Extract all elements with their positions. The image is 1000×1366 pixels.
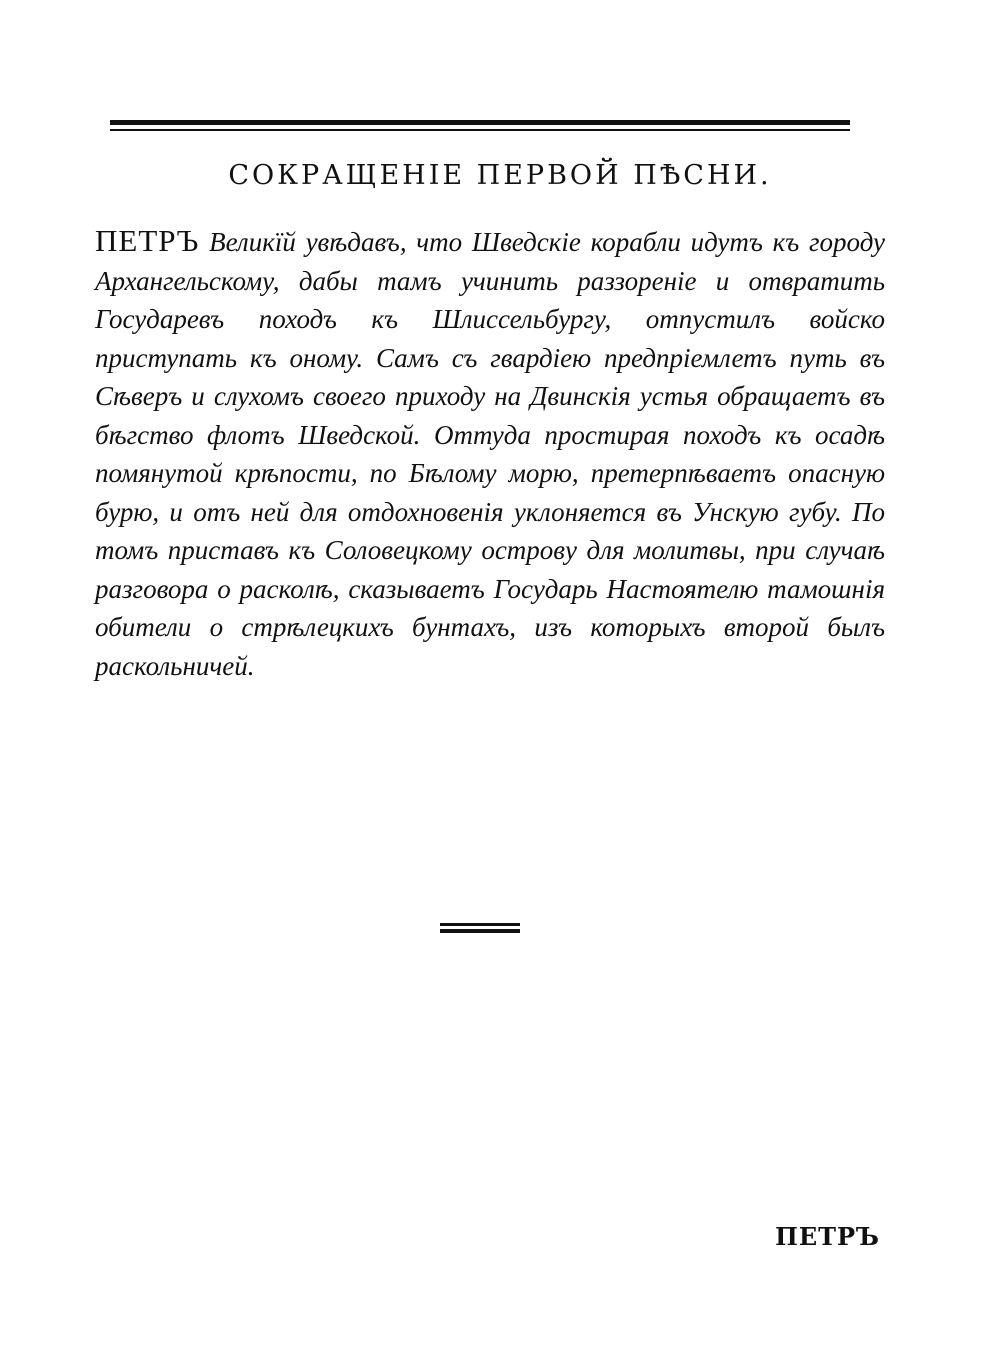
top-double-rule — [110, 120, 850, 134]
section-heading: СОКРАЩЕНІЕ ПЕРВОЙ ПѢСНИ. — [228, 160, 772, 191]
top-rule-thin-line — [110, 129, 850, 131]
catchword: ПЕТРЪ — [775, 1222, 880, 1251]
paragraph-initial-word: ПЕТРЪ — [95, 223, 200, 258]
paragraph-text: Великїй увѣдавъ, что Шведскіе корабли идутъ къ городу Архангельскому, дабы тамъ учинить раззореніе и отвратить Государевъ походъ къ Шлиссельбургу, отпустилъ войско приступать къ оному. Самъ съ гвардіею предпріемлетъ путь въ Сѣверъ и слухомъ своего приходу на Двинскія устья обращаетъ въ бѣгство флотъ Шведской. Оттуда простирая походъ къ осадѣ помянутой крѣпости, по Бѣлому морю, претерпѣваетъ опасную бурю, и отъ ней для отдохновенія уклоняется въ Унскую губу. По томъ приставъ къ Соловецкому острову для молитвы, при случаѣ разговора о расколѣ, сказываетъ Государь Настоятелю тамошнія обители о стрѣлецкихъ бунтахъ, изъ которыхъ второй былъ раскольничей. — [95, 227, 885, 681]
ornament-line-upper — [440, 923, 520, 926]
summary-paragraph — [95, 222, 885, 685]
section-end-ornament — [440, 923, 520, 937]
top-rule-thick-line — [110, 120, 850, 125]
ornament-line-lower — [440, 929, 520, 933]
